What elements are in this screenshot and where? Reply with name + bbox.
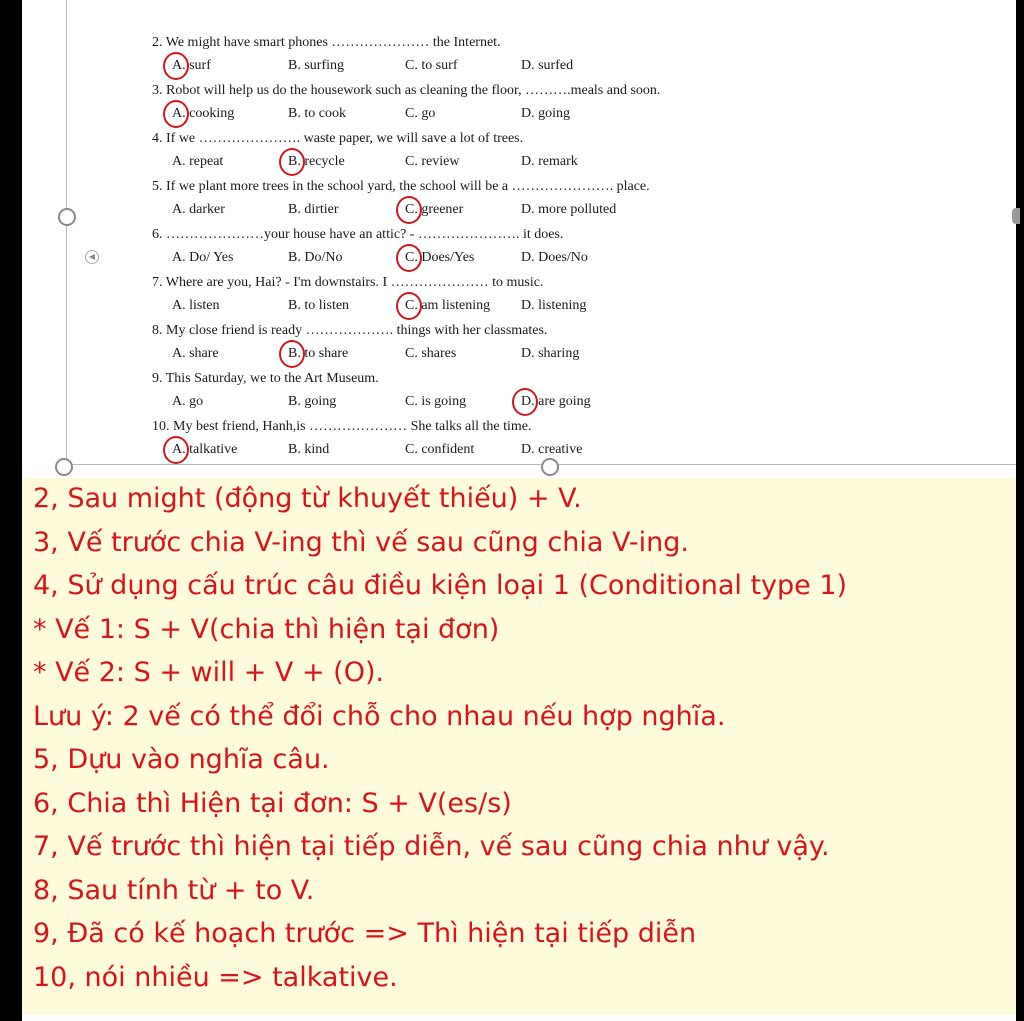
question-stem: 9. This Saturday, we to the Art Museum. [152,371,379,386]
note-line: 8, Sau tính từ + to V. [33,874,315,906]
note-line: 6, Chia thì Hiện tại đơn: S + V(es/s) [33,787,512,819]
note-line: 2, Sau might (động từ khuyết thiếu) + V. [33,483,582,514]
resize-handle-bottom[interactable] [541,458,559,476]
answer-option: A. listen [172,298,220,313]
answer-option: B. surfing [288,58,344,73]
answer-option: B. to cook [288,106,346,121]
answer-option: D. surfed [521,58,574,73]
question-stem: 10. My best friend, Hanh,is ………………… She talks all the time. [152,419,532,434]
answer-option: A. talkative [172,442,238,457]
answer-option: B. Do/No [288,250,343,265]
answer-option: C. greener [405,202,464,217]
answer-option: C. to surf [405,58,458,73]
answer-option: D. are going [521,394,591,409]
answer-option: A. repeat [172,154,224,169]
answer-option: D. Does/No [521,250,588,265]
note-line: 7, Vế trước thì hiện tại tiếp diễn, vế sau cũng chia như vậy. [33,831,830,862]
question-stem: 7. Where are you, Hai? - I'm downstairs. I ………………… to music. [152,275,544,290]
question-stem: 2. We might have smart phones ………………… the Internet. [152,35,501,50]
left-arrow-icon[interactable]: ◀ [85,250,99,264]
answer-option: A. darker [172,202,225,217]
note-line: * Vế 2: S + will + V + (O). [33,657,385,688]
note-line: 10, nói nhiều => talkative. [33,961,398,993]
answer-circle-mark [279,340,305,368]
note-line: 9, Đã có kế hoạch trước => Thì hiện tại tiếp diễn [33,918,697,949]
note-line: * Vế 1: S + V(chia thì hiện tại đơn) [33,613,500,645]
answer-option: A. Do/ Yes [172,250,234,265]
note-line: Lưu ý: 2 vế có thể đổi chỗ cho nhau nếu hợp nghĩa. [33,700,726,732]
note-line: 5, Dựu vào nghĩa câu. [33,744,330,775]
answer-option: D. more polluted [521,202,617,217]
answer-option: A. go [172,394,204,409]
answer-circle-mark [396,292,422,320]
answer-option: B. to listen [288,298,350,313]
answer-option: C. confident [405,442,475,457]
answer-option: B. recycle [288,154,345,169]
right-black-strip [1016,0,1024,1021]
answer-option: C. go [405,106,436,121]
note-line: 3, Vế trước chia V-ing thì vế sau cũng chia V-ing. [33,526,689,558]
answer-option: D. going [521,106,570,121]
answer-option: A. cooking [172,106,235,121]
answer-circle-mark [396,244,422,272]
question-stem: 6. …………………your house have an attic? - …………………. it does. [152,227,564,242]
answer-option: C. shares [405,346,457,361]
note-line: 4, Sử dụng cấu trúc câu điều kiện loại 1 (Conditional type 1) [33,570,848,601]
question-stem: 8. My close friend is ready ………………. things with her classmates. [152,323,548,338]
resize-handle-left[interactable] [58,208,76,226]
answer-option: A. share [172,346,219,361]
answer-option: D. listening [521,298,587,313]
answer-option: C. Does/Yes [405,250,475,265]
answer-circle-mark [163,52,189,80]
question-stem: 3. Robot will help us do the housework such as cleaning the floor, ……….meals and soon. [152,83,661,98]
answer-option: B. kind [288,442,330,457]
answer-option: C. am listening [405,298,491,313]
resize-handle-bottom-left[interactable] [55,458,73,476]
answer-circle-mark [279,148,305,176]
answer-circle-mark [163,100,189,128]
left-black-strip [0,0,22,1021]
answer-option: C. review [405,154,460,169]
question-stem: 5. If we plant more trees in the school yard, the school will be a …………………. place. [152,179,650,194]
answer-option: C. is going [405,394,467,409]
answer-option: B. to share [288,346,349,361]
answer-option: A. surf [172,58,211,73]
resize-handle-right[interactable] [1012,208,1020,224]
answer-option: B. dirtier [288,202,339,217]
explanation-notes [22,478,1016,1015]
answer-circle-mark [396,196,422,224]
answer-option: D. remark [521,154,578,169]
answer-option: D. creative [521,442,583,457]
question-stem: 4. If we …………………. waste paper, we will save a lot of trees. [152,131,524,146]
answer-circle-mark [163,436,189,464]
page-border-left [66,0,67,464]
answer-option: B. going [288,394,337,409]
answer-circle-mark [512,388,538,416]
answer-option: D. sharing [521,346,580,361]
